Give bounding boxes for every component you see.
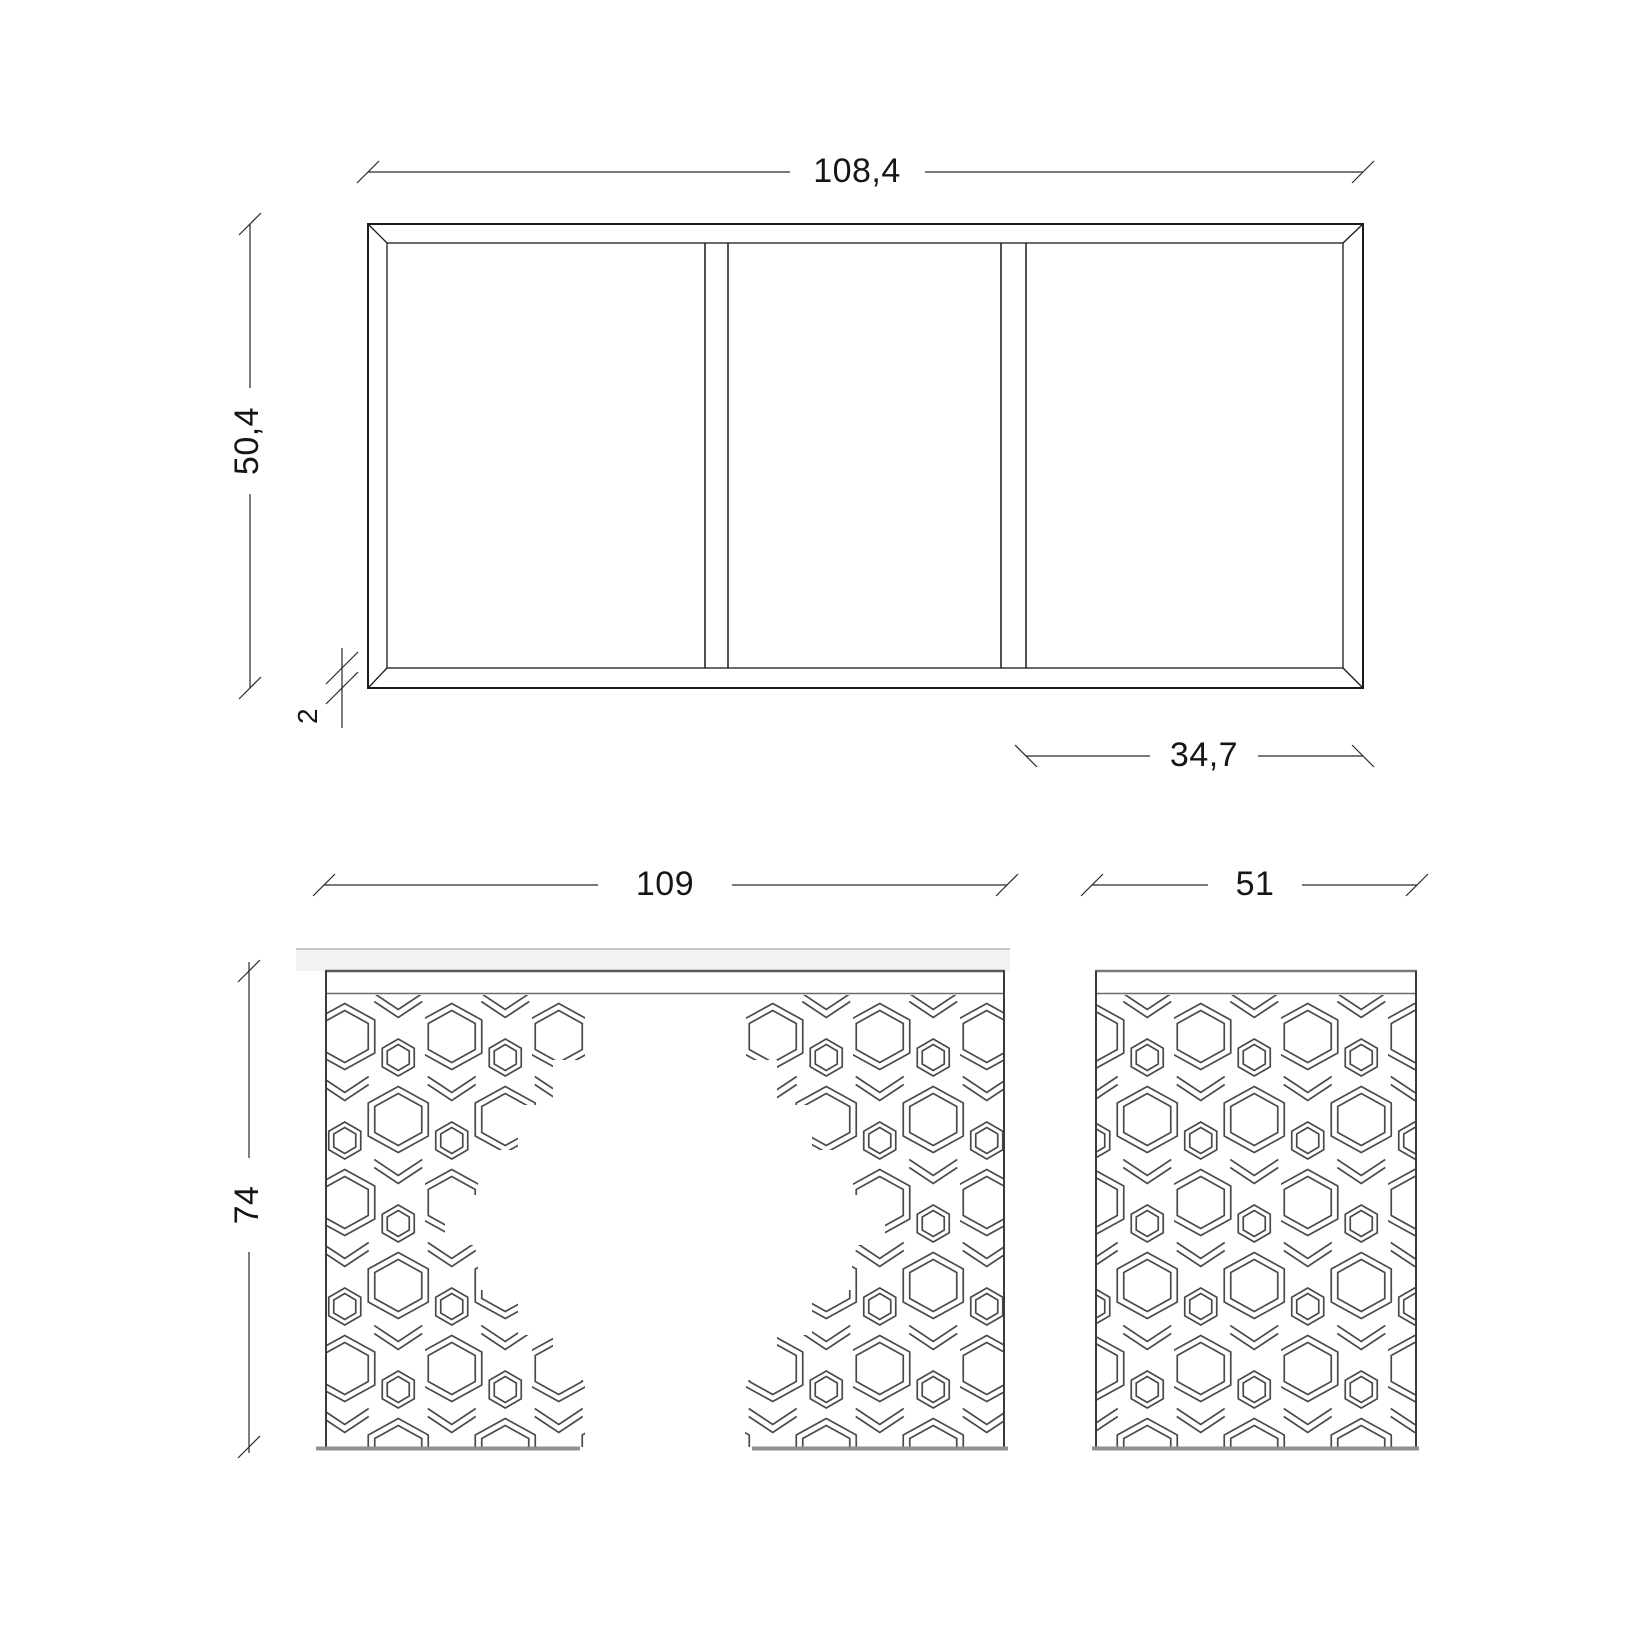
dim-top-thickness — [326, 648, 358, 728]
dim-label-height: 74 — [230, 1180, 264, 1231]
side-panel-pattern — [1095, 995, 1417, 1447]
front-left-leg-pattern — [325, 995, 585, 1447]
dim-label-top-depth: 50,4 — [230, 401, 264, 481]
dim-label-top-width: 108,4 — [807, 154, 907, 188]
front-right-leg-pattern — [745, 995, 1005, 1447]
dim-label-front-width: 109 — [630, 867, 700, 901]
front-view — [296, 949, 1010, 1449]
dim-label-side-width: 51 — [1230, 867, 1281, 901]
side-view — [1092, 971, 1419, 1449]
top-view-miter-joints — [368, 224, 1363, 688]
front-tabletop-slab — [296, 949, 1010, 971]
dim-label-top-thickness: 2 — [294, 702, 322, 730]
top-view — [368, 224, 1363, 688]
dim-label-door-width: 34,7 — [1164, 738, 1244, 772]
top-view-panel-dividers — [705, 243, 1026, 668]
